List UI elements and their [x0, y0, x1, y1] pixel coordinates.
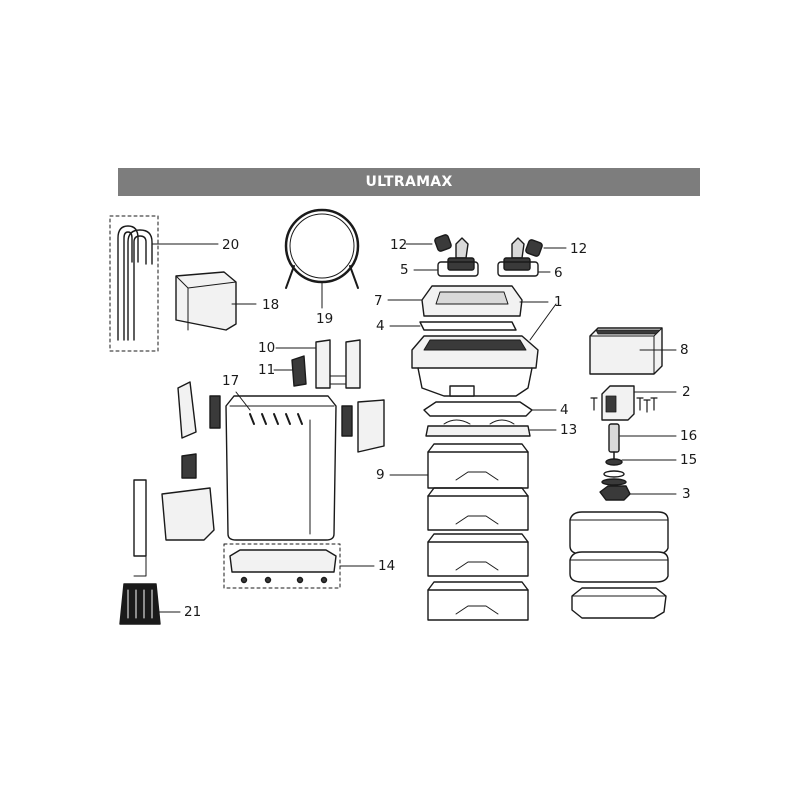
basket-4-rim	[428, 582, 528, 590]
base-tray-outline	[230, 550, 336, 572]
screw-left	[591, 398, 597, 410]
filter-pad-3	[572, 588, 666, 618]
intake-pipe-tube-right-inner	[134, 236, 146, 340]
impeller-housing-part-2	[591, 386, 676, 420]
callout-16: 16	[680, 428, 698, 444]
side-clip-e	[358, 400, 384, 452]
callout-7: 7	[374, 293, 383, 309]
latch-10-bar	[330, 376, 346, 384]
sponge-block-part-18	[176, 272, 256, 330]
callout-9: 9	[376, 467, 385, 483]
side-clip-a	[178, 382, 196, 438]
callout-18: 18	[262, 297, 280, 313]
tray-lid-outline	[426, 426, 530, 436]
callout-12-left: 12	[390, 237, 408, 253]
media-basket-1	[428, 444, 528, 488]
callout-5: 5	[400, 262, 409, 278]
basket-1-rim	[428, 444, 528, 452]
media-basket-4	[428, 582, 528, 620]
sponge-block-outline	[176, 272, 236, 330]
basket-1-body	[428, 452, 528, 488]
impeller-housing-window	[606, 396, 616, 412]
hose-loop-outer	[286, 210, 358, 282]
basket-3-rim	[428, 534, 528, 542]
motor-head-latch	[450, 386, 474, 396]
clip-11	[292, 356, 306, 386]
foot-1	[242, 578, 247, 583]
bearing-mid	[604, 471, 624, 477]
callout-1: 1	[554, 294, 563, 310]
basket-3-body	[428, 542, 528, 576]
valve-nipple-right	[512, 238, 524, 258]
callout-12-right: 12	[570, 241, 588, 257]
callout-8: 8	[680, 342, 689, 358]
bearing-top	[606, 459, 622, 465]
canister-outline	[226, 396, 336, 540]
gasket-lower-part-4	[424, 402, 556, 416]
side-clip-b	[210, 396, 220, 428]
callout-10: 10	[258, 340, 276, 356]
gasket-lower-outline	[424, 402, 532, 416]
valve-nipple-left	[456, 238, 468, 258]
strainer-tube	[134, 480, 146, 556]
callout-4-upper: 4	[376, 318, 385, 334]
filter-pads	[570, 512, 668, 618]
side-clip-c	[182, 454, 196, 478]
top-cover-part-7	[388, 286, 548, 316]
foot-3	[298, 578, 303, 583]
hose-nut-right	[525, 239, 543, 257]
basket-4-body	[428, 590, 528, 620]
foam-block-part-8	[590, 328, 676, 374]
impeller-rotor	[609, 424, 619, 452]
callout-13: 13	[560, 422, 578, 438]
callout-2: 2	[682, 384, 691, 400]
top-cover-panel	[436, 292, 508, 304]
foot-4	[322, 578, 327, 583]
canister-part-17	[226, 392, 336, 540]
impeller-part-16	[609, 424, 676, 460]
valve-assembly-left-part-5	[406, 234, 478, 276]
o-ring	[602, 479, 626, 485]
motor-head-interior	[424, 340, 526, 350]
callout-20: 20	[222, 237, 240, 253]
valve-body-right	[504, 258, 530, 270]
foam-block-outline	[590, 328, 662, 374]
impeller-cover-part-3	[600, 486, 676, 500]
side-housing	[162, 488, 214, 540]
valve-body-left	[448, 258, 474, 270]
tray-lid-part-13	[426, 420, 556, 436]
callout-19: 19	[316, 311, 334, 327]
latch-10-right	[346, 340, 360, 388]
clip-part-11	[274, 356, 306, 386]
foot-2	[266, 578, 271, 583]
media-baskets-part-9	[390, 444, 528, 620]
tray-lid-bosses	[444, 420, 514, 424]
latch-10-left	[316, 340, 330, 388]
callout-21: 21	[184, 604, 202, 620]
strainer-neck	[134, 556, 146, 576]
filter-pad-2	[570, 552, 668, 582]
leader-1	[530, 304, 556, 340]
motor-head-base	[418, 368, 532, 396]
callout-17: 17	[222, 373, 240, 389]
media-basket-3	[428, 534, 528, 576]
hose-loop-inner	[290, 214, 354, 278]
callout-14: 14	[378, 558, 396, 574]
motor-head-part-1	[412, 304, 556, 396]
filter-pad-1	[570, 512, 668, 554]
callout-4-lower: 4	[560, 402, 569, 418]
gasket-upper-outline	[420, 322, 516, 330]
media-basket-2	[428, 488, 528, 530]
basket-2-body	[428, 496, 528, 530]
side-clip-d	[342, 406, 352, 436]
bearings-part-15	[602, 459, 676, 485]
callout-3: 3	[682, 486, 691, 502]
impeller-cover-body	[600, 486, 630, 500]
base-tray-part-14	[224, 544, 374, 588]
foam-block-top	[596, 330, 660, 334]
latch-part-10	[276, 340, 360, 388]
diagram-title: ULTRAMAX	[365, 174, 453, 190]
callout-6: 6	[554, 265, 563, 281]
hose-part-19	[286, 210, 358, 308]
hose-nut-left	[434, 234, 452, 252]
basket-2-rim	[428, 488, 528, 496]
gasket-upper-part-4	[390, 322, 516, 330]
callout-11: 11	[258, 362, 276, 378]
callout-15: 15	[680, 452, 698, 468]
strainer-basket	[120, 584, 160, 624]
screws-right	[637, 398, 657, 412]
